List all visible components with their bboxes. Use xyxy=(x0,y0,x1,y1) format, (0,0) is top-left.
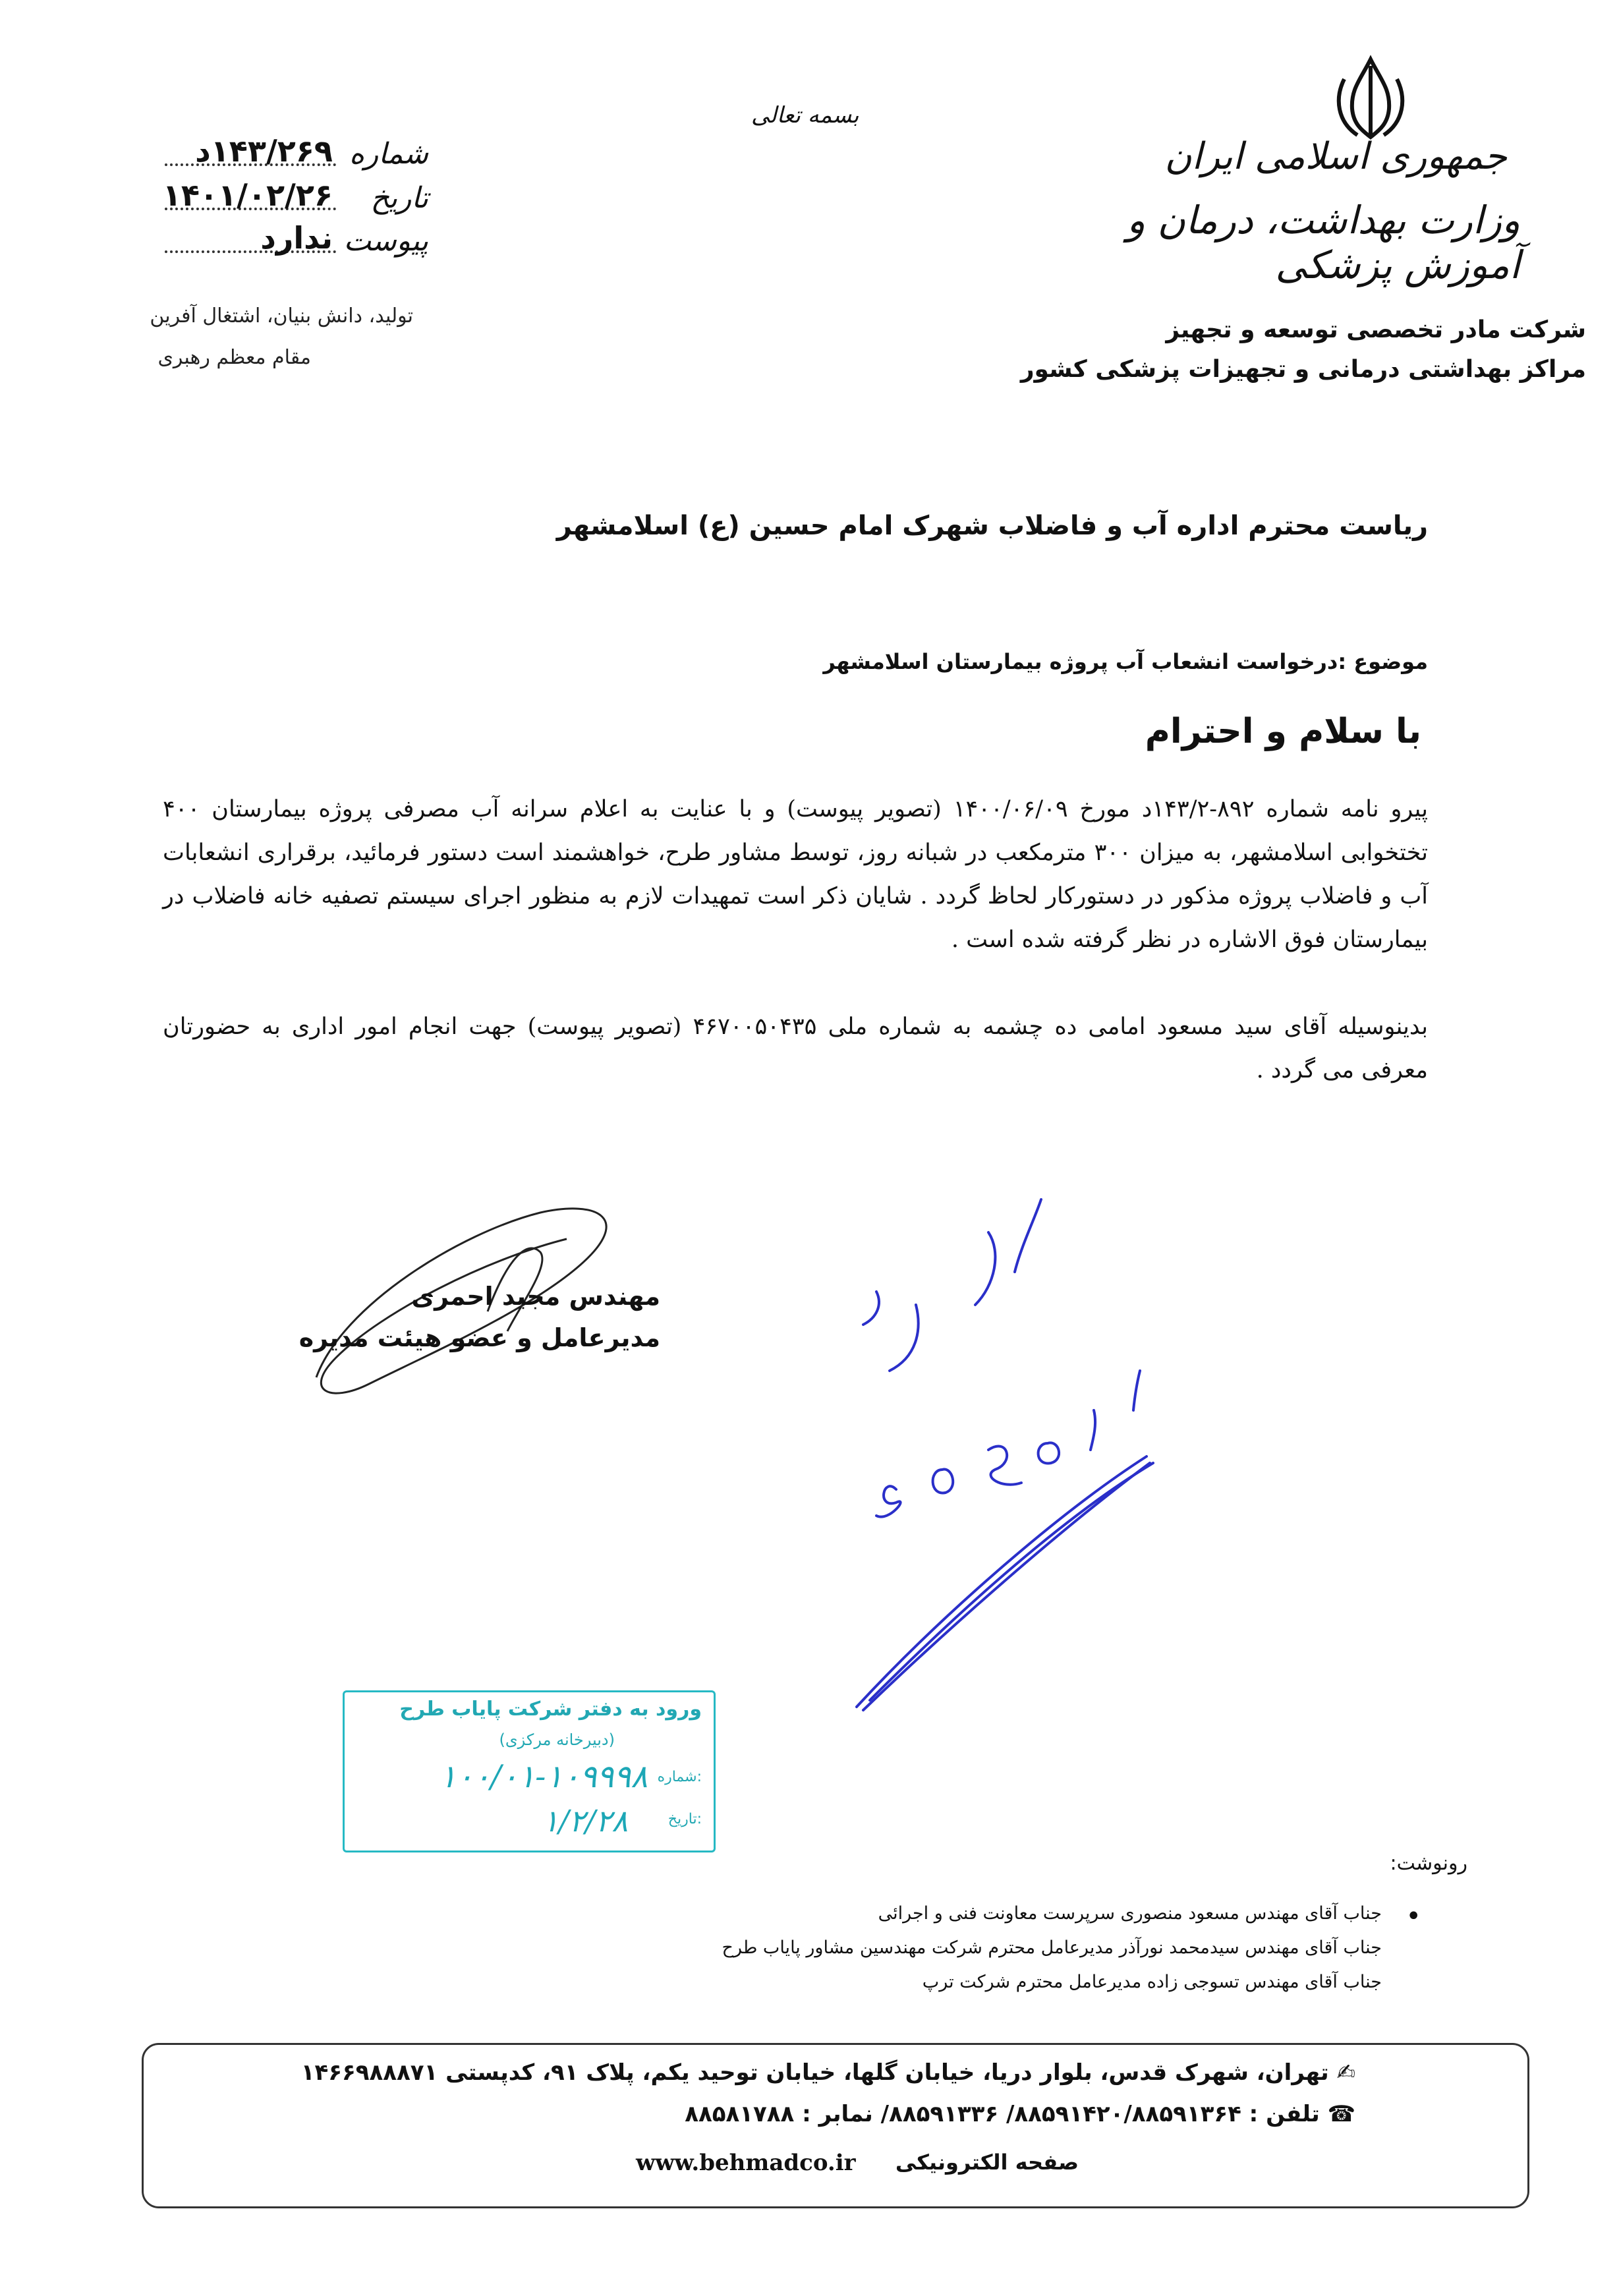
letter-date-label: تاریخ xyxy=(370,181,428,215)
stamp-date-label: تاریخ: xyxy=(667,1811,702,1827)
cc-label: رونوشت: xyxy=(1390,1852,1467,1875)
website-link[interactable]: www.behmadco.ir xyxy=(636,2150,856,2176)
stamp-number-label: شماره: xyxy=(657,1769,702,1785)
greeting: با سلام و احترام xyxy=(1145,712,1421,751)
ministry-title: وزارت بهداشت، درمان و آموزش پزشکی xyxy=(1127,198,1520,287)
received-stamp xyxy=(343,1690,716,1852)
stamp-title: ورود به دفتر شرکت پایاب طرح xyxy=(399,1698,702,1721)
footer-address-text: تهران، شهرک قدس، بلوار دریا، خیابان گلها، خیابان توحید یکم، پلاک ۹۱، کدپستی ۱۴۶۶۹۸۸۸۷۱ xyxy=(300,2059,1329,2086)
letter-attachment-row xyxy=(152,220,428,266)
letter-date-row xyxy=(152,177,428,223)
body-paragraph-2: بدینوسیله آقای سید مسعود امامی ده چشمه به شماره ملی ۴۶۷۰۰۵۰۴۳۵ (تصویر پیوست) جهت انجام امور اداری به حضورتان معرفی می گردد . xyxy=(163,1014,1428,1083)
cc-item: جناب آقای مهندس سیدمحمد نورآذر مدیرعامل محترم شرکت مهندسین مشاور پایاب طرح xyxy=(722,1937,1382,1958)
phone-icon: ☎ xyxy=(1319,2101,1355,2127)
pen-icon: ✍ xyxy=(1328,2059,1355,2086)
letter-date-value: ۱۴۰۱/۰۲/۲۶ xyxy=(162,177,333,213)
handwritten-annotation xyxy=(837,1173,1206,1713)
organization-name-line2: مراکز بهداشتی درمانی و تجهیزات پزشکی کشور xyxy=(1020,356,1586,383)
bullet-icon: • xyxy=(1406,1901,1421,1932)
stamp-subtitle: (دبیرخانه مرکزی) xyxy=(499,1731,615,1749)
signatory-name: مهندس مجید احمری xyxy=(411,1282,660,1311)
letter-number-value: ۱۴۳/۲۶۹د xyxy=(195,133,333,169)
letter-attachment-value: ندارد xyxy=(260,220,333,256)
footer-phone xyxy=(103,2101,1355,2127)
government-title: جمهوری اسلامی ایران xyxy=(1164,135,1507,178)
stamp-number-value: ۱۰۰/۰۱-۱۰۹۹۹۸ xyxy=(440,1758,648,1795)
addressee: ریاست محترم اداره آب و فاضلاب شهرک امام حسین (ع) اسلامشهر xyxy=(556,511,1428,541)
subject-line: موضوع :درخواست انشعاب آب پروژه بیمارستان اسلامشهر xyxy=(823,649,1428,674)
motto-source: مقام معظم رهبری xyxy=(157,346,311,369)
body-paragraph-1: پیرو نامه شماره ۸۹۲-۱۴۳/۲د مورخ ۱۴۰۰/۰۶/۰۹ (تصویر پیوست) و با عنایت به اعلام سرانه آب مصرفی پروژه بیمارستان ۴۰۰ تختخوابی اسلامشهر، به میزان ۳۰۰ مترمکعب در شبانه روز، توسط مشاور طرح، خواهشمند است دستور فرمائید، برقراری انشعابات آب و فاضلاب پروژه مذکور در دستورکار لحاظ گردد . شایان ذکر است تمهیدات لازم به منظور اجرای سیستم تصفیه خانه فاضلاب در بیمارستان فوق الاشاره در نظر گرفته شده است . xyxy=(163,796,1428,953)
cc-item: جناب آقای مهندس تسوجی زاده مدیرعامل محترم شرکت ترپ xyxy=(922,1972,1382,1992)
cc-item: جناب آقای مهندس مسعود منصوری سرپرست معاونت فنی و اجرائی xyxy=(878,1903,1382,1924)
letter-attachment-label: پیوست xyxy=(343,224,428,258)
iran-emblem-icon xyxy=(1324,53,1417,145)
footer-web-label: صفحه الکترونیکی xyxy=(895,2150,1079,2175)
signatory-title: مدیرعامل و عضو هیئت مدیره xyxy=(298,1323,660,1352)
motto: تولید، دانش بنیان، اشتغال آفرین xyxy=(150,304,413,328)
basmala: بسمه تعالی xyxy=(751,102,859,129)
letter-number-row xyxy=(152,133,428,179)
footer-address xyxy=(103,2059,1355,2086)
stamp-date-value: ۱/۲/۲۸ xyxy=(542,1803,628,1839)
letter-number-label: شماره xyxy=(349,137,428,171)
footer-phone-text: تلفن : ۸۸۵۹۱۴۲۰/۸۸۵۹۱۳۶۴/ ۸۸۵۹۱۳۳۶/ نمابر : ۸۸۵۸۱۷۸۸ xyxy=(685,2101,1320,2127)
organization-name-line1: شرکت مادر تخصصی توسعه و تجهیز xyxy=(1166,316,1586,343)
